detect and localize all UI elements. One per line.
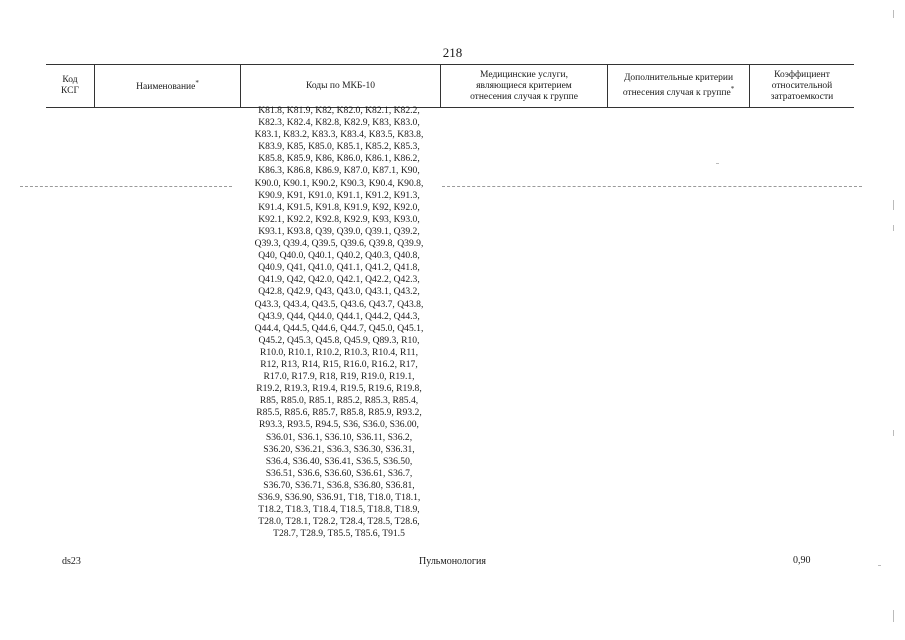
mkb-code-line: S36.70, S36.71, S36.8, S36.80, S36.81, — [263, 479, 415, 491]
mkb-code-line: K92.1, K92.2, K92.8, K92.9, K93, K93.0, — [258, 213, 420, 225]
mkb-codes-cell — [240, 105, 438, 540]
mkb-code-line: T28.0, T28.1, T28.2, T28.4, T28.5, T28.6, — [258, 516, 420, 528]
mkb-code-line: K91.4, K91.5, K91.8, K91.9, K92, K92.0, — [258, 201, 420, 213]
mkb-code-line: K90.9, K91, K91.0, K91.1, K91.2, K91.3, — [258, 189, 420, 201]
mkb-code-line: Q43.3, Q43.4, Q43.5, Q43.6, Q43.7, Q43.8, — [254, 298, 424, 310]
scan-edge-mark — [893, 610, 894, 622]
header-services-label: Медицинские услуги, являющиеся критерием отнесения случая к группе — [470, 69, 578, 102]
scan-artifact-line-right — [442, 186, 862, 187]
mkb-code-line: K82.3, K82.4, K82.8, K82.9, K83, K83.0, — [258, 117, 420, 129]
mkb-code-line: Q40, Q40.0, Q40.1, Q40.2, Q40.3, Q40.8, — [258, 250, 420, 262]
mkb-code-line: R19.2, R19.3, R19.4, R19.5, R19.6, R19.8, — [256, 383, 422, 395]
scan-edge-mark — [893, 10, 894, 18]
mkb-code-line: S36.4, S36.40, S36.41, S36.5, S36.50, — [265, 455, 413, 467]
header-criteria-marker: * — [730, 84, 735, 93]
mkb-code-line: Q43.9, Q44, Q44.0, Q44.1, Q44.2, Q44.3, — [258, 310, 420, 322]
header-name-text: Наименование — [136, 82, 196, 93]
mkb-code-line: R17.0, R17.9, R18, R19, R19.0, R19.1, — [263, 371, 415, 383]
header-code-ksg-label: Код КСГ — [61, 75, 79, 96]
mkb-code-line: K85.8, K85.9, K86, K86.0, K86.1, K86.2, — [258, 153, 420, 165]
mkb-code-line: R85.5, R85.6, R85.7, R85.8, R85.9, R93.2, — [256, 407, 422, 419]
header-code-ksg — [46, 65, 94, 107]
header-criteria-text: Дополнительные критерии отнесения случая к группе — [622, 72, 734, 99]
mkb-code-line: R12, R13, R14, R15, R16.0, R16.2, R17, — [260, 358, 418, 370]
mkb-code-line: T18.2, T18.3, T18.4, T18.5, T18.8, T18.9, — [258, 504, 420, 516]
mkb-code-line: K83.9, K85, K85.0, K85.1, K85.2, K85.3, — [258, 141, 420, 153]
mkb-code-line: Q40.9, Q41, Q41.0, Q41.1, Q41.2, Q41.8, — [258, 262, 420, 274]
scan-edge-mark — [893, 200, 894, 210]
ksg-coefficient: 0,90 — [793, 555, 811, 566]
mkb-code-line: Q41.9, Q42, Q42.0, Q42.1, Q42.2, Q42.3, — [258, 274, 420, 286]
scan-artifact-line-left — [20, 186, 232, 187]
mkb-code-line: R93.3, R93.5, R94.5, S36, S36.0, S36.00, — [259, 419, 419, 431]
mkb-code-line: R85, R85.0, R85.1, R85.2, R85.3, R85.4, — [259, 395, 419, 407]
mkb-code-line: S36.9, S36.90, S36.91, T18, T18.0, T18.1, — [257, 492, 421, 503]
mkb-code-line: S36.51, S36.6, S36.60, S36.61, S36.7, — [265, 467, 413, 479]
mkb-code-line: R10.0, R10.1, R10.2, R10.3, R10.4, R11, — [260, 346, 418, 358]
ksg-name: Пульмонология — [419, 556, 486, 567]
mkb-code-line: Q44.4, Q44.5, Q44.6, Q44.7, Q45.0, Q45.1, — [254, 322, 424, 334]
scan-edge-mark — [893, 225, 894, 231]
header-name-label — [136, 78, 199, 93]
mkb-code-line: S36.01, S36.1, S36.10, S36.11, S36.2, — [265, 431, 413, 443]
page-number: 218 — [442, 45, 463, 60]
header-criteria-label — [623, 73, 734, 99]
mkb-code-line: Q39.3, Q39.4, Q39.5, Q39.6, Q39.8, Q39.9, — [254, 238, 424, 250]
header-mkb-codes — [240, 65, 440, 107]
header-mkb-label: Коды по МКБ-10 — [305, 80, 376, 91]
mkb-code-line: S36.20, S36.21, S36.3, S36.30, S36.31, — [263, 443, 415, 455]
header-coefficient — [749, 65, 854, 107]
table-header — [46, 64, 854, 108]
mkb-code-line: K83.1, K83.2, K83.3, K83.4, K83.5, K83.8, — [254, 129, 424, 141]
mkb-code-line: Q45.2, Q45.3, Q45.8, Q45.9, Q89.3, R10, — [258, 334, 420, 346]
header-name — [94, 65, 240, 107]
mkb-code-line: K90.0, K90.1, K90.2, K90.3, K90.4, K90.8, — [254, 177, 424, 189]
header-name-marker: * — [195, 79, 199, 88]
ksg-code: ds23 — [62, 556, 81, 567]
header-additional-criteria — [607, 65, 749, 107]
scan-speck — [716, 163, 719, 164]
mkb-code-line: K93.1, K93.8, Q39, Q39.0, Q39.1, Q39.2, — [258, 225, 420, 237]
mkb-code-line: K86.3, K86.8, K86.9, K87.0, K87.1, K90, — [258, 165, 420, 177]
mkb-code-line: K81.8, K81.9, K82, K82.0, K82.1, K82.2, — [258, 105, 420, 116]
header-medical-services — [440, 65, 607, 107]
mkb-code-line: T28.7, T28.9, T85.5, T85.6, T91.5 — [273, 528, 405, 540]
mkb-code-line: Q42.8, Q42.9, Q43, Q43.0, Q43.1, Q43.2, — [258, 286, 420, 298]
scan-edge-mark — [893, 430, 894, 436]
header-coefficient-label: Коэффициент относительной затратоемкости — [770, 69, 834, 102]
